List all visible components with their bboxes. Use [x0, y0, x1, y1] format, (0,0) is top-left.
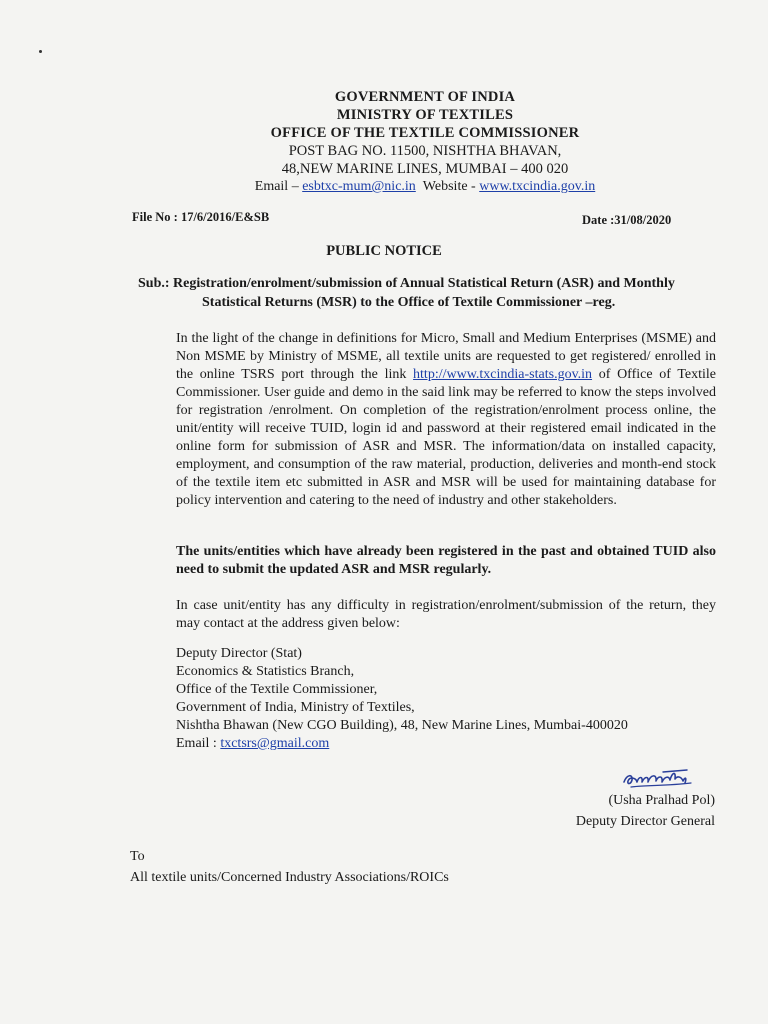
letterhead-government: GOVERNMENT OF INDIA — [334, 89, 516, 105]
to-label: To — [130, 849, 145, 864]
contact-email-link[interactable]: txctsrs@gmail.com — [220, 736, 330, 751]
signatory-name: (Usha Pralhad Pol) — [608, 793, 715, 808]
tsrs-portal-link[interactable]: http://www.txcindia-stats.gov.in — [413, 367, 593, 382]
letterhead-ministry: MINISTRY OF TEXTILES — [336, 107, 514, 123]
paragraph-1-text-a: In the light of the change in definitions for Micro, Small and Medium Enterprises (MSME) and Non MSME by Ministry of MSME, all textile units are requested to get registered/ enrolled in the online TSRS port through the link — [176, 331, 716, 382]
letterhead-office: OFFICE OF THE TEXTILE COMMISSIONER — [270, 125, 580, 141]
handwritten-signature — [621, 764, 696, 792]
subject-line-1: Sub.: Registration/enrolment/submission of Annual Statistical Return (ASR) and Monthly — [138, 276, 675, 291]
notice-date: Date :31/08/2020 — [582, 213, 672, 227]
paragraph-1-text-b: of Office of Textile Commissioner. User guide and demo in the said link may be referred to know the steps involved for registration /enrolment. On completion of the registration/enrolment process online, the unit/entity will receive TUID, login id and password at their registered email indicated in the online form for submission of ASR and MSR. The information/data on installed capacity, employment, and consumption of the raw material, production, deliveries and month-end stock of the textile item etc submitted in ASR and MSR will be used for maintaining database for policy intervention and catering to the need of industry and other stakeholders. — [176, 367, 716, 508]
letterhead-postbag: POST BAG NO. 11500, NISHTHA BHAVAN, — [288, 143, 562, 159]
address-line-4: Government of India, Ministry of Textiles, — [176, 700, 415, 715]
signature-block — [540, 790, 715, 832]
letterhead — [160, 88, 690, 196]
paragraph-registration — [176, 330, 716, 510]
address-line-5: Nishtha Bhawan (New CGO Building), 48, New Marine Lines, Mumbai-400020 — [176, 718, 628, 733]
letterhead-contact — [160, 178, 690, 196]
letterhead-address: 48,NEW MARINE LINES, MUMBAI – 400 020 — [281, 161, 569, 177]
website-label: Website - — [422, 179, 480, 194]
email-label: Email – — [254, 179, 303, 194]
subject — [138, 274, 718, 312]
address-line-2: Economics & Statistics Branch, — [176, 664, 355, 679]
address-line-1: Deputy Director (Stat) — [176, 646, 302, 661]
subject-line-2: Statistical Returns (MSR) to the Office of Textile Commissioner –reg. — [202, 295, 616, 310]
address-email-line — [176, 735, 628, 753]
website-link[interactable]: www.txcindia.gov.in — [479, 179, 596, 194]
address-line-3: Office of the Textile Commissioner, — [176, 682, 378, 697]
notice-title: PUBLIC NOTICE — [326, 243, 442, 259]
paragraph-existing-units: The units/entities which have already been registered in the past and obtained TUID also need to submit the updated ASR and MSR regularly. — [176, 544, 716, 577]
file-number: File No : 17/6/2016/E&SB — [132, 210, 270, 224]
contact-address — [176, 645, 628, 753]
office-email-link[interactable]: esbtxc-mum@nic.in — [302, 179, 416, 194]
recipients-list: All textile units/Concerned Industry Associations/ROICs — [130, 870, 449, 885]
scan-speck — [39, 50, 42, 53]
recipients — [130, 846, 449, 888]
address-email-label: Email : — [176, 736, 221, 751]
paragraph-contact: In case unit/entity has any difficulty in registration/enrolment/submission of the return, they may contact at the address given below: — [176, 598, 716, 631]
signatory-designation: Deputy Director General — [575, 814, 715, 829]
